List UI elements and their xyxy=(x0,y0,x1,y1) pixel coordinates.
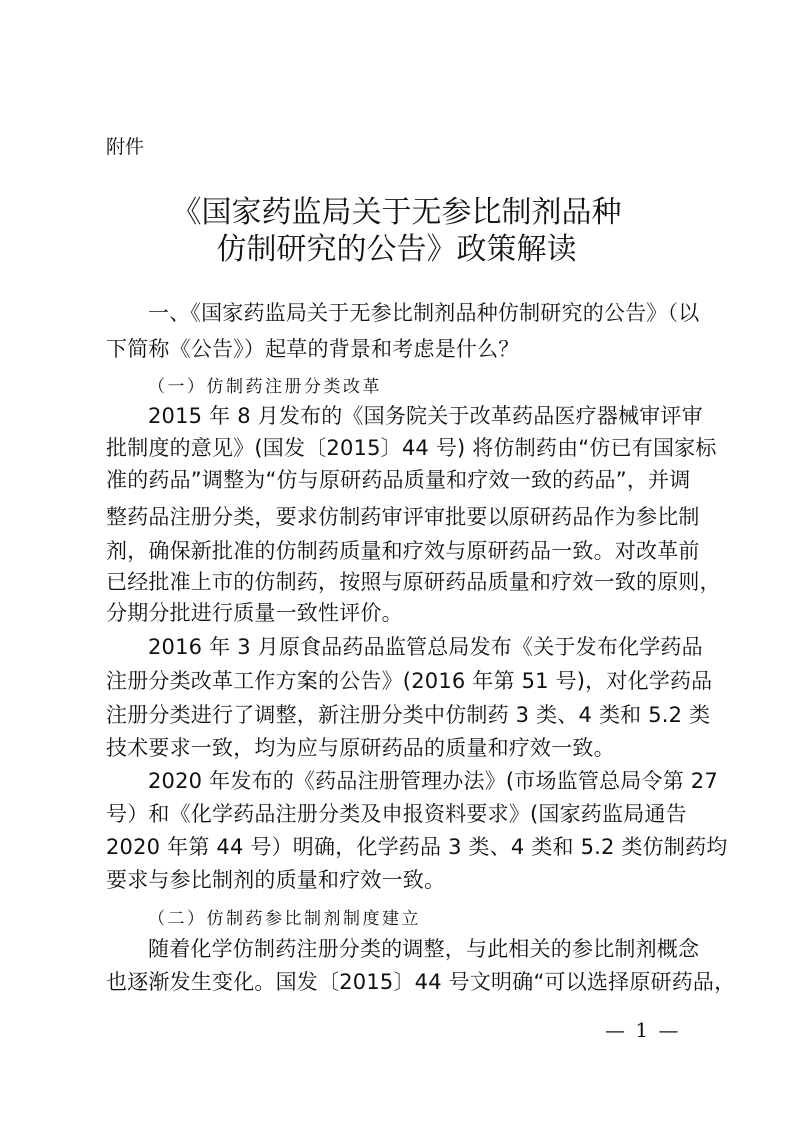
section-heading-line: 一、《国家药监局关于无参比制剂品种仿制研究的公告》（以 xyxy=(148,301,700,325)
body-text-line: 2016 年 3 月原食品药品监管总局发布《关于发布化学药品 xyxy=(148,635,703,659)
body-text-line: 注册分类改革工作方案的公告》(2016 年第 51 号)，对化学药品 xyxy=(106,669,713,693)
body-text-line: 注册分类进行了调整，新注册分类中仿制药 3 类、4 类和 5.2 类 xyxy=(106,703,711,727)
section-heading-line: 下简称《公告》）起草的背景和考虑是什么？ xyxy=(106,337,520,361)
body-text-line: 随着化学仿制药注册分类的调整，与此相关的参比制剂概念 xyxy=(148,937,700,961)
subsection-heading: （一）仿制药注册分类改革 xyxy=(148,377,382,397)
body-text-line: 批制度的意见》(国发〔2015〕44 号) 将仿制药由“仿已有国家标 xyxy=(106,436,717,460)
body-text-line: 2020 年发布的《药品注册管理办法》(市场监管总局令第 27 xyxy=(148,769,718,793)
page-number: — 1 — xyxy=(605,1018,681,1042)
body-text-line: 分期分批进行质量一致性评价。 xyxy=(106,601,403,625)
body-text-line: 准的药品”调整为“仿与原研药品质量和疗效一致的药品”，并调 xyxy=(106,468,691,492)
body-text-line: 技术要求一致，均为应与原研药品的质量和疗效一致。 xyxy=(106,736,615,760)
document-title-line-2: 仿制研究的公告》政策解读 xyxy=(216,232,577,267)
body-text-line: 整药品注册分类，要求仿制药审评审批要以原研药品作为参比制 xyxy=(106,505,700,529)
attachment-label: 附件 xyxy=(106,136,145,158)
body-text-line: 也逐渐发生变化。国发〔2015〕44 号文明确“可以选择原研药品， xyxy=(106,970,736,994)
body-text-line: 2020 年第 44 号）明确，化学药品 3 类、4 类和 5.2 类仿制药均 xyxy=(106,835,728,859)
body-text-line: 号）和《化学药品注册分类及申报资料要求》(国家药监局通告 xyxy=(106,802,687,826)
body-text-line: 剂，确保新批准的仿制药质量和疗效与原研药品一致。对改革前 xyxy=(106,539,700,563)
body-text-line: 2015 年 8 月发布的《国务院关于改革药品医疗器械审评审 xyxy=(148,404,703,428)
body-text-line: 已经批准上市的仿制药，按照与原研药品质量和疗效一致的原则， xyxy=(106,570,721,594)
document-title-line-1: 《国家药监局关于无参比制剂品种 xyxy=(171,195,622,230)
subsection-heading: （二）仿制药参比制剂制度建立 xyxy=(148,909,421,929)
body-text-line: 要求与参比制剂的质量和疗效一致。 xyxy=(106,868,446,892)
